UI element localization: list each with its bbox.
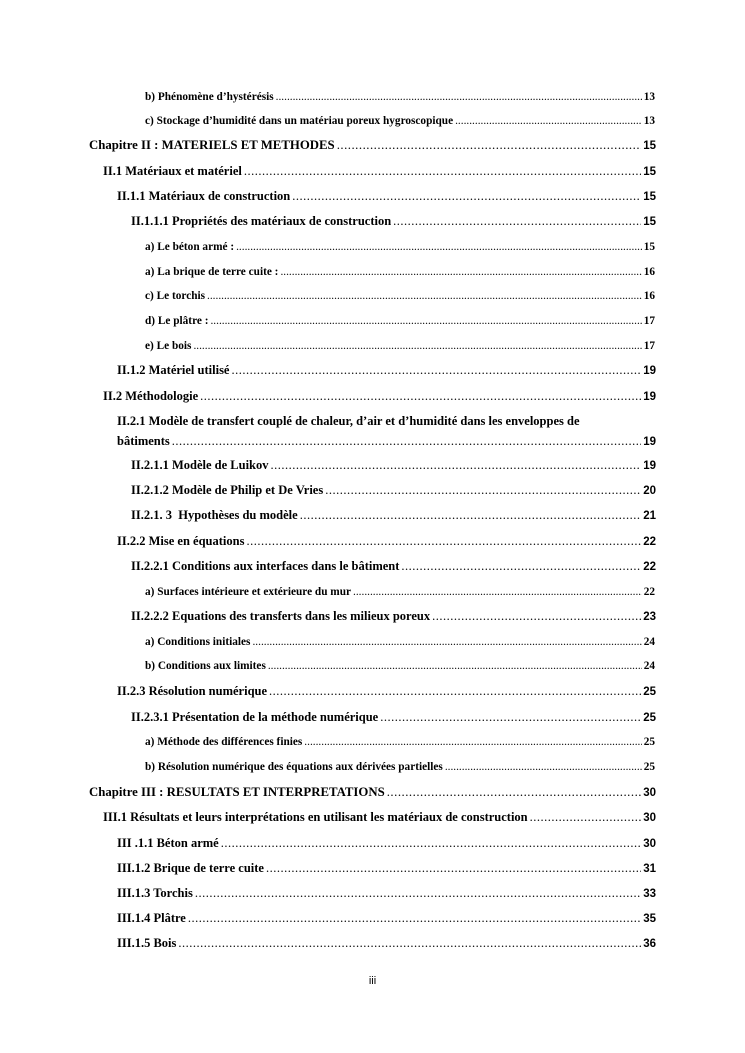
toc-entry-title: II.2.2.2 Equations des transferts dans les milieux poreux bbox=[131, 609, 431, 623]
toc-entry[interactable] bbox=[131, 213, 656, 230]
toc-entry-page: 15 bbox=[643, 140, 656, 152]
toc-entry-page: 13 bbox=[643, 91, 655, 103]
dot-leader bbox=[269, 683, 641, 699]
dot-leader bbox=[325, 482, 641, 498]
toc-entry-page: 19 bbox=[643, 436, 656, 448]
toc-entry-title: b) Conditions aux limites bbox=[145, 660, 266, 672]
toc-entry[interactable] bbox=[145, 584, 655, 600]
toc-entry-title: Chapitre II : MATERIELS ET METHODES bbox=[89, 138, 335, 152]
dot-leader bbox=[380, 709, 641, 725]
toc-entry-title: II.1.2 Matériel utilisé bbox=[117, 363, 230, 377]
toc-entry-page: 22 bbox=[643, 561, 656, 573]
dot-leader bbox=[193, 338, 641, 354]
toc-entry-title: III.1.2 Brique de terre cuite bbox=[117, 861, 264, 875]
dot-leader bbox=[200, 388, 641, 404]
toc-entry[interactable] bbox=[117, 860, 656, 877]
toc-entry-title: II.1 Matériaux et matériel bbox=[103, 164, 242, 178]
dot-leader bbox=[271, 457, 642, 473]
toc-entry-page: 25 bbox=[643, 686, 656, 698]
dot-leader bbox=[353, 584, 642, 600]
toc-entry-title: II.2.1. 3 Hypothèses du modèle bbox=[131, 508, 298, 522]
toc-entry-title: II.2.3 Résolution numérique bbox=[117, 684, 268, 698]
dot-leader bbox=[188, 910, 641, 926]
dot-leader bbox=[221, 835, 641, 851]
dot-leader bbox=[292, 188, 641, 204]
toc-entry[interactable] bbox=[131, 457, 656, 474]
toc-entry-page: 19 bbox=[643, 391, 656, 403]
dot-leader bbox=[244, 163, 641, 179]
toc-entry-title: e) Le bois bbox=[145, 340, 192, 352]
dot-leader bbox=[236, 239, 642, 255]
toc-entry[interactable] bbox=[145, 239, 655, 255]
toc-entry[interactable] bbox=[131, 709, 656, 726]
toc-entry[interactable] bbox=[117, 935, 656, 952]
toc-entry[interactable] bbox=[145, 89, 655, 105]
toc-entry[interactable] bbox=[103, 163, 656, 180]
dot-leader bbox=[276, 89, 642, 105]
dot-leader bbox=[300, 507, 642, 523]
toc-entry-title: a) La brique de terre cuite : bbox=[145, 266, 279, 278]
toc-entry-title: III.1.3 Torchis bbox=[117, 886, 193, 900]
toc-entry-page: 30 bbox=[643, 838, 656, 850]
toc-entry[interactable] bbox=[145, 264, 655, 280]
toc-entry-page: 20 bbox=[643, 485, 656, 497]
toc-entry-page: 15 bbox=[643, 166, 656, 178]
dot-leader bbox=[252, 634, 641, 650]
toc-entry[interactable] bbox=[131, 507, 656, 524]
toc-chapter-entry[interactable] bbox=[89, 784, 656, 801]
toc-entry-title: II.2.1.1 Modèle de Luikov bbox=[131, 458, 269, 472]
toc-entry-title: II.2.1.2 Modèle de Philip et De Vries bbox=[131, 483, 324, 497]
toc-entry[interactable] bbox=[117, 683, 656, 700]
toc-entry-page: 16 bbox=[643, 290, 655, 302]
toc-entry-page: 25 bbox=[643, 712, 656, 724]
toc-entry-title: c) Le torchis bbox=[145, 290, 206, 302]
dot-leader bbox=[178, 935, 641, 951]
toc-entry-title: II.2.2.1 Conditions aux interfaces dans le bâtiment bbox=[131, 559, 400, 573]
dot-leader bbox=[210, 313, 641, 329]
toc-entry-title: III .1.1 Béton armé bbox=[117, 836, 219, 850]
toc-entry-page: 31 bbox=[643, 863, 656, 875]
toc-entry-title: d) Le plâtre : bbox=[145, 315, 209, 327]
toc-entry[interactable] bbox=[145, 759, 655, 775]
dot-leader bbox=[387, 784, 641, 800]
dot-leader bbox=[268, 658, 642, 674]
dot-leader bbox=[432, 608, 641, 624]
page-number: iii bbox=[368, 975, 377, 987]
toc-entry-title: a) Méthode des différences finies bbox=[145, 736, 303, 748]
toc-entry-page: 15 bbox=[643, 191, 656, 203]
toc-entry[interactable] bbox=[117, 885, 656, 902]
toc-entry[interactable] bbox=[145, 658, 655, 674]
toc-entry-page: 19 bbox=[643, 460, 656, 472]
toc-entry-page: 33 bbox=[643, 888, 656, 900]
toc-entry[interactable] bbox=[145, 313, 655, 329]
dot-leader bbox=[393, 213, 641, 229]
toc-entry-page: 15 bbox=[643, 241, 655, 253]
toc-entry-title: II.2.3.1 Présentation de la méthode numérique bbox=[131, 710, 379, 724]
toc-entry-page: 25 bbox=[643, 761, 655, 773]
toc-entry-page: 15 bbox=[643, 216, 656, 228]
toc-entry-title-line1: II.2.1 Modèle de transfert couplé de chaleur, d’air et d’humidité dans les enveloppes de bbox=[117, 414, 580, 428]
toc-entry[interactable] bbox=[145, 734, 655, 750]
toc-entry-title: c) Stockage d’humidité dans un matériau poreux hygroscopique bbox=[145, 115, 454, 127]
dot-leader bbox=[207, 288, 642, 304]
toc-entry[interactable] bbox=[117, 533, 656, 550]
toc-entry-page: 24 bbox=[643, 636, 655, 648]
dot-leader bbox=[280, 264, 641, 280]
dot-leader bbox=[266, 860, 641, 876]
toc-entry-page: 17 bbox=[643, 315, 655, 327]
dot-leader bbox=[337, 137, 642, 153]
toc-entry-page: 22 bbox=[643, 586, 655, 598]
toc-entry-title: a) Le béton armé : bbox=[145, 241, 235, 253]
toc-entry-page: 36 bbox=[643, 938, 656, 950]
dot-leader bbox=[172, 433, 641, 449]
toc-entry[interactable] bbox=[145, 634, 655, 650]
toc-entry-title-line2: bâtiments bbox=[117, 434, 170, 448]
toc-entry[interactable] bbox=[145, 113, 655, 129]
toc-entry-title: III.1 Résultats et leurs interprétations en utilisant les matériaux de construction bbox=[103, 810, 528, 824]
toc-entry-multiline[interactable] bbox=[117, 413, 656, 450]
dot-leader bbox=[195, 885, 641, 901]
toc-entry-title: II.2.2 Mise en équations bbox=[117, 534, 245, 548]
toc-entry-page: 35 bbox=[643, 913, 656, 925]
dot-leader bbox=[455, 113, 642, 129]
toc-entry-page: 30 bbox=[643, 812, 656, 824]
toc-entry[interactable] bbox=[117, 188, 656, 205]
toc-entry-page: 19 bbox=[643, 365, 656, 377]
toc-entry[interactable] bbox=[131, 558, 656, 575]
dot-leader bbox=[445, 759, 642, 775]
dot-leader bbox=[246, 533, 641, 549]
toc-entry[interactable] bbox=[117, 362, 656, 379]
toc-entry-title: b) Résolution numérique des équations aux dérivées partielles bbox=[145, 761, 443, 773]
toc-entry[interactable] bbox=[145, 288, 655, 304]
toc-entry-page: 30 bbox=[643, 787, 656, 799]
toc-entry-page: 16 bbox=[643, 266, 655, 278]
toc-entry-title: a) Surfaces intérieure et extérieure du mur bbox=[145, 586, 352, 598]
toc-entry-page: 25 bbox=[643, 736, 655, 748]
toc-entry-title: b) Phénomène d’hystérésis bbox=[145, 91, 274, 103]
toc-entry-title: III.1.4 Plâtre bbox=[117, 911, 186, 925]
toc-entry-title: Chapitre III : RESULTATS ET INTERPRETATIONS bbox=[89, 785, 385, 799]
toc-chapter-entry[interactable] bbox=[89, 137, 656, 154]
toc-entry-page: 17 bbox=[643, 340, 655, 352]
toc-entry-page: 21 bbox=[643, 510, 656, 522]
dot-leader bbox=[231, 362, 641, 378]
toc-entry-title: II.1.1 Matériaux de construction bbox=[117, 189, 291, 203]
dot-leader bbox=[401, 558, 641, 574]
toc-entry-page: 13 bbox=[643, 115, 655, 127]
toc-entry[interactable] bbox=[117, 835, 656, 852]
toc-entry-title: III.1.5 Bois bbox=[117, 936, 177, 950]
toc-entry-title: II.2 Méthodologie bbox=[103, 389, 199, 403]
toc-entry[interactable] bbox=[131, 608, 656, 625]
toc-entry-page: 22 bbox=[643, 536, 656, 548]
toc-entry[interactable] bbox=[131, 482, 656, 499]
dot-leader bbox=[304, 734, 641, 750]
toc-entry[interactable] bbox=[117, 910, 656, 927]
dot-leader bbox=[530, 809, 642, 825]
toc-entry-title: II.1.1.1 Propriétés des matériaux de construction bbox=[131, 214, 392, 228]
toc-entry-title: a) Conditions initiales bbox=[145, 636, 251, 648]
toc-entry-page: 24 bbox=[643, 660, 655, 672]
toc-entry-page: 23 bbox=[643, 611, 656, 623]
toc-entry[interactable] bbox=[103, 809, 656, 826]
toc-entry[interactable] bbox=[103, 388, 656, 405]
toc-entry[interactable] bbox=[145, 338, 655, 354]
